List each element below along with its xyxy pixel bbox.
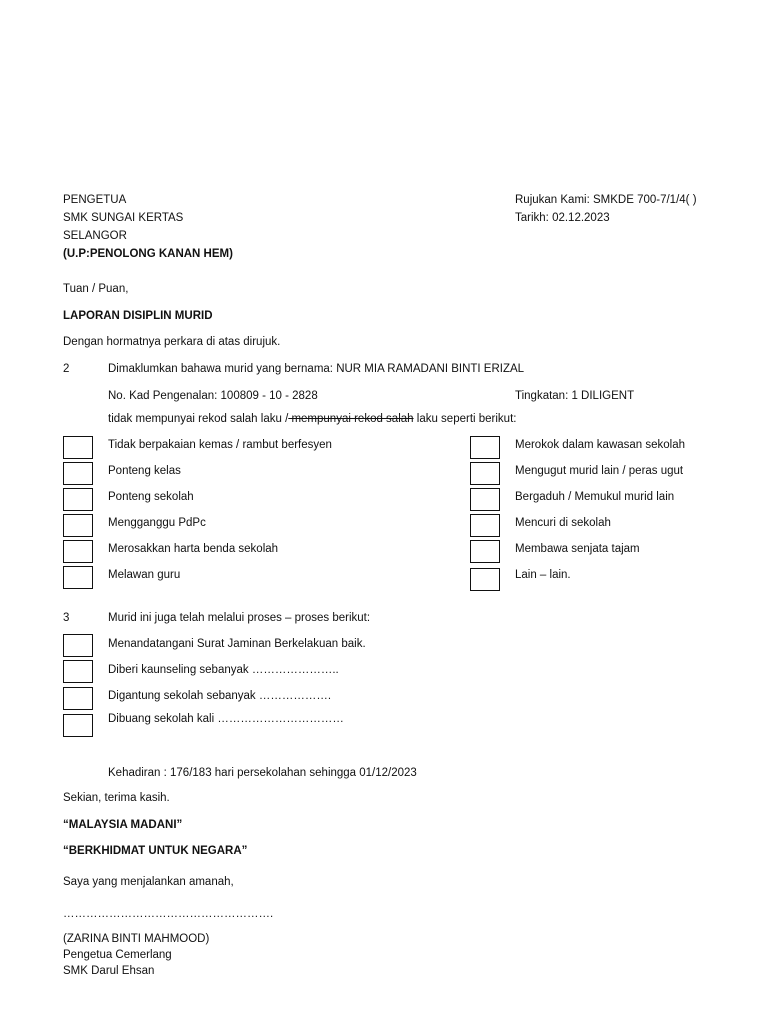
offence-checkbox-right-2[interactable] — [470, 462, 500, 485]
student-name-line: Dimaklumkan bahawa murid yang bernama: NUR MIA RAMADANI BINTI ERIZAL — [108, 363, 525, 375]
offence-checkbox-right-5[interactable] — [470, 540, 500, 563]
closing-line: Sekian, terima kasih. — [63, 792, 170, 804]
signature-line: ………………………………………………. — [63, 908, 274, 920]
process-intro: Murid ini juga telah melalui proses – proses berikut: — [108, 612, 371, 624]
attendance-line: Kehadiran : 176/183 hari persekolahan sehingga 01/12/2023 — [108, 767, 417, 779]
letter-date: Tarikh: 02.12.2023 — [515, 212, 610, 224]
recipient-line-2: SMK SUNGAI KERTAS — [63, 212, 184, 224]
process-label-1: Menandatangani Surat Jaminan Berkelakuan baik. — [108, 638, 366, 650]
offence-checkbox-left-5[interactable] — [63, 540, 93, 563]
offence-label-left-2: Ponteng kelas — [108, 465, 181, 477]
offence-checkbox-left-1[interactable] — [63, 436, 93, 459]
section-3-number: 3 — [63, 612, 70, 624]
offence-label-right-5: Membawa senjata tajam — [515, 543, 640, 555]
ic-number: No. Kad Pengenalan: 100809 - 10 - 2828 — [108, 390, 318, 402]
signatory-title: Pengetua Cemerlang — [63, 949, 172, 961]
offence-label-right-6: Lain – lain. — [515, 569, 571, 581]
process-checkbox-1[interactable] — [63, 634, 93, 657]
record-statement-struck: mempunyai rekod salah — [288, 413, 414, 425]
attention-line: (U.P:PENOLONG KANAN HEM) — [63, 248, 233, 260]
recipient-line-1: PENGETUA — [63, 194, 127, 206]
process-label-3: Digantung sekolah sebanyak ………………. — [108, 690, 332, 702]
offence-checkbox-left-6[interactable] — [63, 566, 93, 589]
offence-label-right-2: Mengugut murid lain / peras ugut — [515, 465, 684, 477]
offence-checkbox-left-4[interactable] — [63, 514, 93, 537]
signatory-name: (ZARINA BINTI MAHMOOD) — [63, 933, 210, 945]
offence-checkbox-right-1[interactable] — [470, 436, 500, 459]
process-label-2: Diberi kaunseling sebanyak ………………….. — [108, 664, 339, 676]
offence-label-right-1: Merokok dalam kawasan sekolah — [515, 439, 686, 451]
offence-label-right-4: Mencuri di sekolah — [515, 517, 611, 529]
offence-checkbox-right-3[interactable] — [470, 488, 500, 511]
process-label-4: Dibuang sekolah kali …………………………… — [108, 713, 344, 725]
salutation: Tuan / Puan, — [63, 283, 129, 295]
slogan-malaysia-madani: “MALAYSIA MADANI” — [63, 819, 183, 831]
process-checkbox-2[interactable] — [63, 660, 93, 683]
offence-checkbox-left-3[interactable] — [63, 488, 93, 511]
section-2-number: 2 — [63, 363, 70, 375]
slogan-berkhidmat: “BERKHIDMAT UNTUK NEGARA” — [63, 845, 248, 857]
subject-title: LAPORAN DISIPLIN MURID — [63, 310, 213, 322]
reference-number: Rujukan Kami: SMKDE 700-7/1/4( ) — [515, 194, 697, 206]
offence-checkbox-left-2[interactable] — [63, 462, 93, 485]
offence-label-left-3: Ponteng sekolah — [108, 491, 194, 503]
offence-checkbox-right-6[interactable] — [470, 568, 500, 591]
record-statement-prefix: tidak mempunyai rekod salah laku / — [108, 413, 289, 425]
offence-label-left-1: Tidak berpakaian kemas / rambut berfesyen — [108, 439, 332, 451]
process-checkbox-3[interactable] — [63, 687, 93, 710]
offence-label-left-4: Mengganggu PdPc — [108, 517, 206, 529]
offence-label-left-5: Merosakkan harta benda sekolah — [108, 543, 279, 555]
trust-line: Saya yang menjalankan amanah, — [63, 876, 234, 888]
form-class: Tingkatan: 1 DILIGENT — [515, 390, 635, 402]
record-statement-suffix: laku seperti berikut: — [413, 413, 517, 425]
process-checkbox-4[interactable] — [63, 714, 93, 737]
opening-sentence: Dengan hormatnya perkara di atas dirujuk. — [63, 336, 281, 348]
offence-label-left-6: Melawan guru — [108, 569, 181, 581]
offence-label-right-3: Bergaduh / Memukul murid lain — [515, 491, 675, 503]
record-statement — [108, 412, 516, 426]
recipient-line-3: SELANGOR — [63, 230, 127, 242]
offence-checkbox-right-4[interactable] — [470, 514, 500, 537]
signatory-school: SMK Darul Ehsan — [63, 965, 155, 977]
